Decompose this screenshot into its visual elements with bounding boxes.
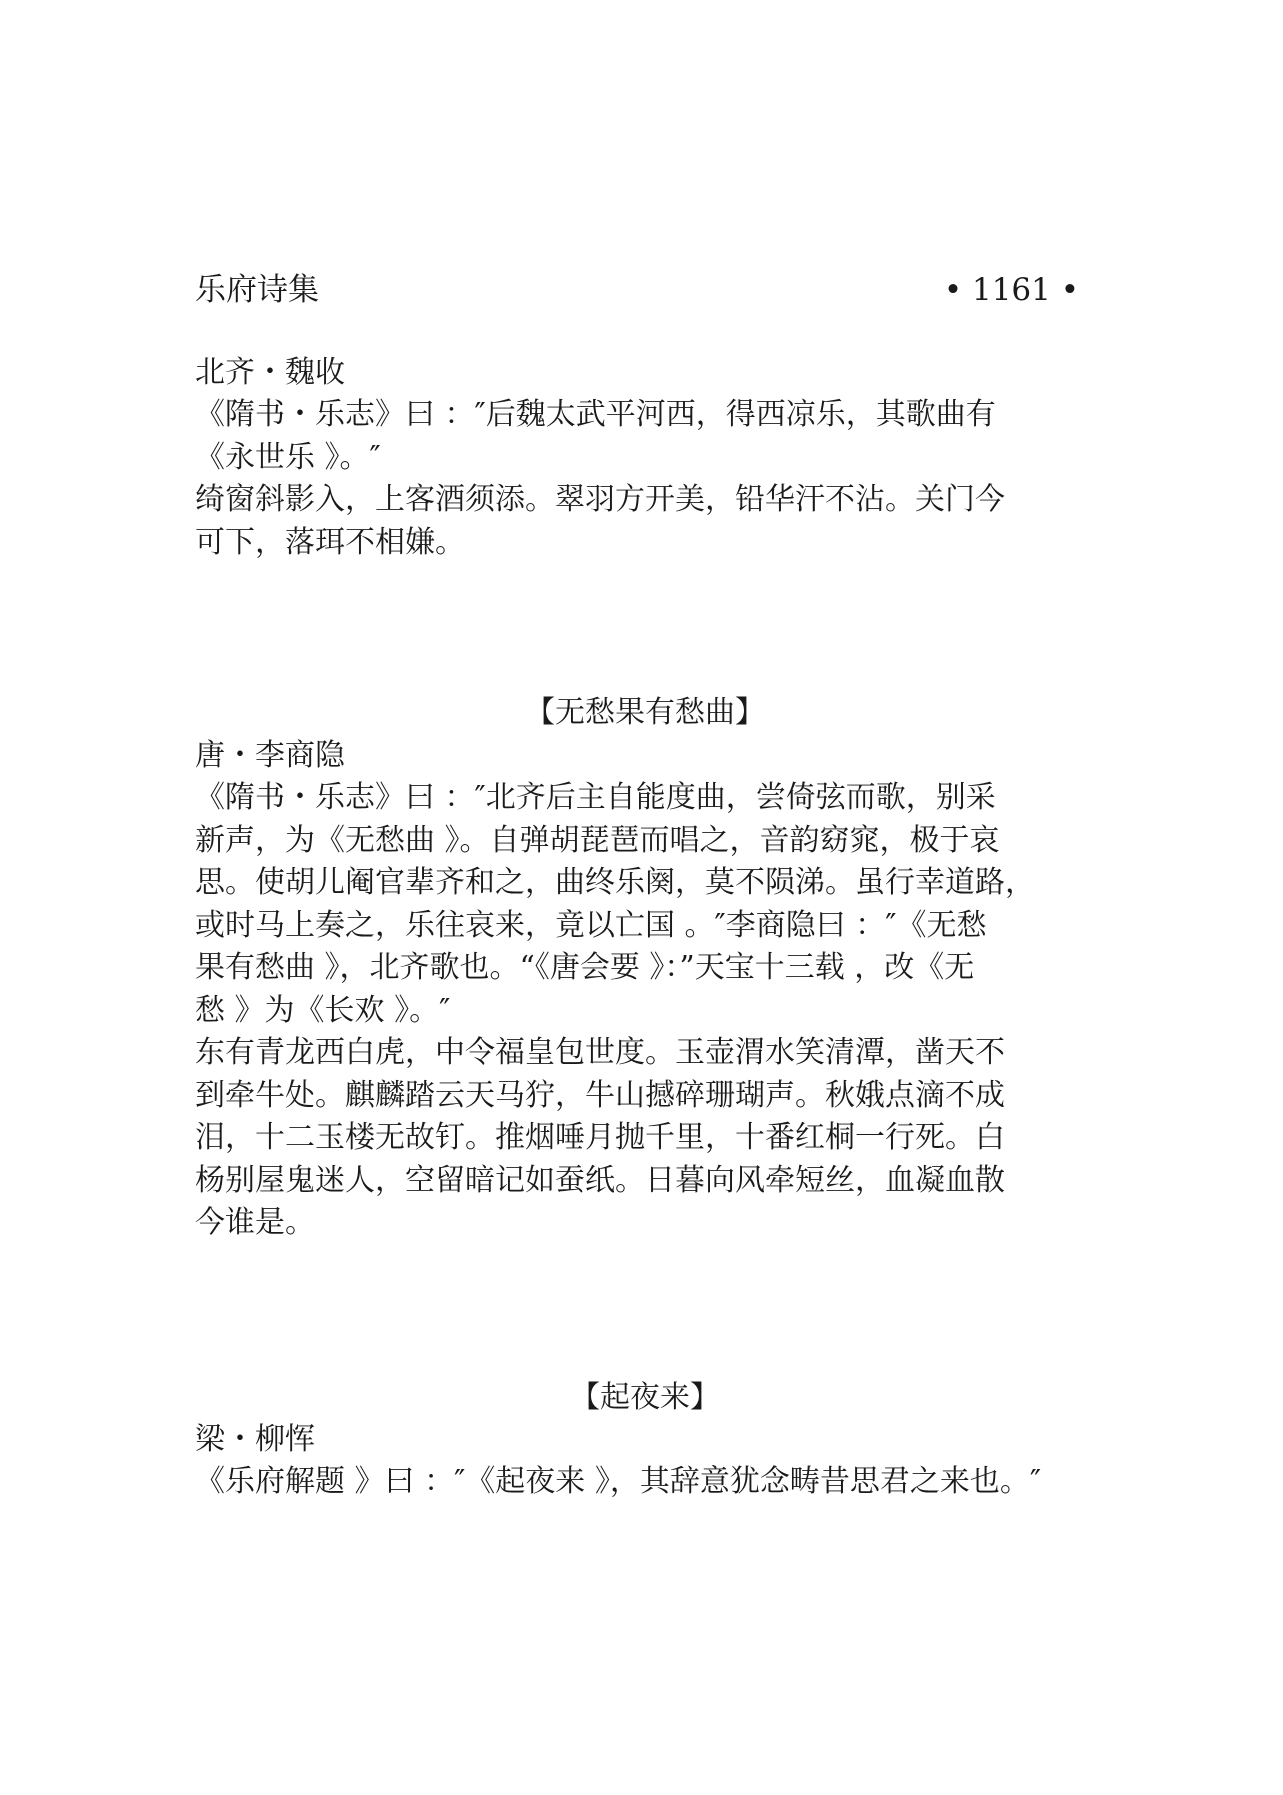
section-2-title: 【无愁果有愁曲】 (525, 695, 765, 730)
section-1-author: 北齐・魏收 (195, 355, 345, 390)
section-3-title: 【起夜来】 (570, 1380, 720, 1415)
section-2-poem: 东有青龙西白虎，中令福皇包世度。玉壶渭水笑清潭，凿天不 到牵牛处。麒麟踏云天马狞，牛山撼碎珊瑚声。秋娥点滴不成 泪，十二玉楼无故钉。推烟唾月抛千里，十番红桐一行死。白 杨别屋鬼迷人，空留暗记如蚕纸。日暮向风牵短丝，血凝血散 今谁是。 (195, 1035, 1005, 1240)
book-title: 乐府诗集 (195, 272, 319, 308)
section-2-note: 《隋书・乐志》曰 ：″北齐后主自能度曲，尝倚弦而歌，别采 新声，为《无愁曲 》。自弹胡琵琶而唱之，音韵窈窕，极于哀 思。使胡儿阉官辈齐和之，曲终乐阕，莫不陨涕。虽行幸道路， 或时马上奏之，乐往哀来，竟以亡国 。″李商隐曰 ：″《无愁 果有愁曲 》，北齐歌也。“《唐会要 》：”天宝十三载 ，改《无 愁 》为《长欢 》。″ (195, 780, 1035, 1028)
section-2-author: 唐・李商隐 (195, 738, 345, 773)
section-1-note: 《隋书・乐志》曰 ：″后魏太武平河西，得西凉乐，其歌曲有 《永世乐 》。″ (195, 397, 996, 475)
section-3-note: 《乐府解题 》曰 ：″《起夜来 》，其辞意犹念畴昔思君之来也。″ (195, 1464, 1042, 1499)
document-page (195, 0, 1095, 1795)
section-3-author: 梁・柳恽 (195, 1422, 315, 1457)
page-header (195, 270, 1079, 310)
page-number: • 1161 • (943, 272, 1079, 308)
section-1-poem: 绮窗斜影入，上客酒须添。翠羽方开美，铅华汗不沾。关门今 可下，落珥不相嫌。 (195, 482, 1005, 560)
